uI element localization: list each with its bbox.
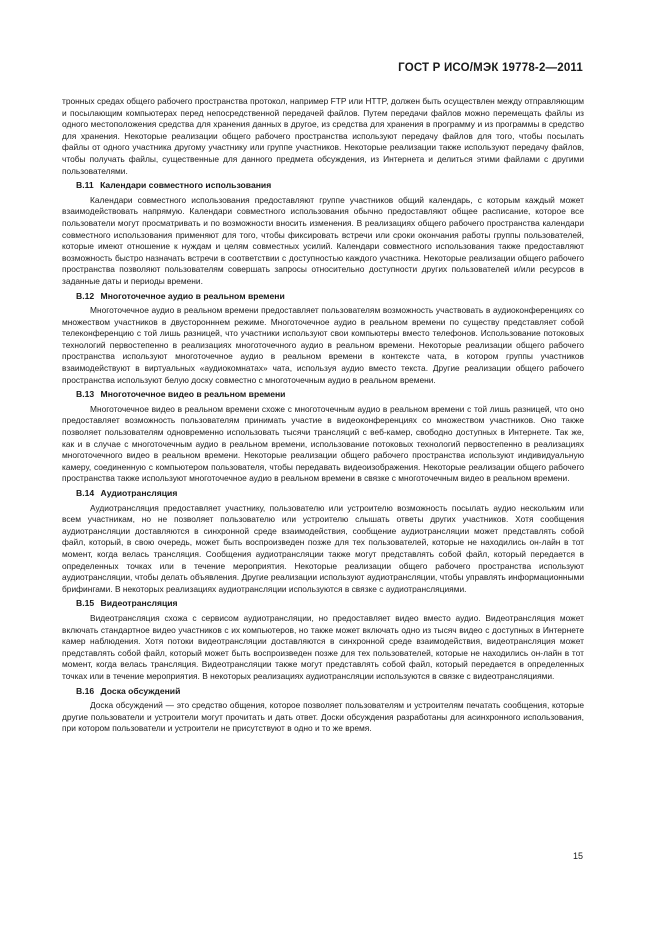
section-number: В.12 bbox=[76, 290, 95, 301]
section-paragraph: Видеотрансляция схожа с сервисом аудиотрансляции, но предоставляет видео вместо аудио. Видеотрансляция может включать стандартное видео участников с их компьютеров, но также может включать одно из тысяч видео с доступных в Интернете камер наблюдения. Хотя потоки видеотрансляции доставляются в синхронной среде взаимодействия, видеотрансляция может представлять собой файл, который может быть воспроизведен позже для тех пользователей, которые не находились он-лайн в тот момент, когда велась трансляция. Видеотрансляции также могут представлять собой файл, который передается в определенных точках или в течение мероприятия. В некоторых реализациях аудиотрансляции используются в связке с видеотрансляциями. bbox=[62, 612, 584, 681]
section-title: Видеотрансляция bbox=[100, 598, 178, 609]
section-number: В.13 bbox=[76, 389, 95, 400]
document-body bbox=[62, 96, 584, 735]
section-paragraph: Аудиотрансляция предоставляет участнику, пользователю или устроителю возможность посылать аудио нескольким или всем участникам, но не позволяет пользователю или устроителю слышать ответы других участников. Хотя сообщения аудиотрансляции доставляются в синхронной среде взаимодействия, сообщение аудиотрансляции может представлять собой файл, который, в свою очередь, может быть воспроизведен позже для тех пользователей, которые не находились он-лайн в тот момент, когда велась трансляция. Сообщения аудиотрансляции также могут представлять собой файл, который передается в определенных точках или в течение мероприятия. Некоторые реализации общего рабочего пространства используют аудиотрансляции, чтобы делать объявления. Другие реализации используют аудиотрансляции, чтобы управлять информационными брифингами. В некоторых реализациях аудиотрансляции используются в связке с аудиотрансляциями. bbox=[62, 502, 584, 594]
section-number: В.11 bbox=[76, 180, 94, 191]
document-header: ГОСТ Р ИСО/МЭК 19778-2—2011 bbox=[398, 62, 583, 74]
section-heading bbox=[62, 488, 584, 500]
page-number: 15 bbox=[572, 851, 583, 861]
section-number: В.15 bbox=[76, 598, 95, 609]
section-heading bbox=[62, 389, 584, 401]
section-number: В.14 bbox=[76, 488, 95, 498]
section-title: Аудиотрансляция bbox=[100, 488, 178, 498]
section-number: В.16 bbox=[76, 685, 95, 696]
section-heading bbox=[62, 291, 584, 303]
section-paragraph: Календари совместного использования предоставляют группе участников общий календарь, с которым каждый может взаимодействовать напрямую. Календари совместного использования обычно предоставляют общее расписание, которое все пользователи могут просматривать и по возможности вносить изменения. В реализациях общего рабочего пространства календари совместного использования применяют для того, чтобы фиксировать встречи или сроки окончания работы группы пользователей, которые имеют отношение к нуждам и целям совместных усилий. Календари совместного использования также предоставляют возможность быстро назначать встречи в соответствии с доступностью каждого участника. Некоторые реализации общего рабочего пространства позволяют пользователям совершать запросы относительно доступности других пользователей и/или ресурсов в заданные даты и периоды времени. bbox=[62, 194, 584, 286]
section-paragraph: Многоточечное видео в реальном времени схоже с многоточечным аудио в реальном времени с той лишь разницей, что оно предоставляет возможность пользователям принимать участие в видеоконференциях со множеством участников. Оно также позволяет пользователям одновременно использовать тысячи трансляций с веб-камер, свободно доступных в Интернете. Так же, как и в случае с многоточечным аудио в реальном времени, использование потоковых технологий первостепенно в реализациях многоточечного видео в реальном времени. Некоторые реализации общего рабочего пространства используют индивидуальную камеру, соединенную с компьютером пользователя, чтобы передавать видеоизображения. Некоторые реализации общего рабочего пространства также используют многоточечное аудио в реальном времени в связке с многоточечным видео в реальном времени. bbox=[62, 403, 584, 484]
section-heading bbox=[62, 686, 584, 698]
section-heading bbox=[62, 180, 584, 192]
section-paragraph: Многоточечное аудио в реальном времени предоставляет пользователям возможность участвовать в аудиоконференциях со множеством участников в двусторонннем режиме. Многоточечное аудио в реальном времени по существу представляет собой телеконференцию с той лишь разницей, что участники используют свои компьютеры вместо телефонов. Использование потоковых технологий первостепенно в реализациях многоточечного аудио в реальном времени. Некоторые реализации общего рабочего пространства используют многоточечное аудио в реальном времени в контексте чата, в котором группы участников взаимодействуют в виртуальных «аудиокомнатах» чата, используя аудио вместо текста. Другие реализации общего рабочего пространства используют белую доску совместно с многоточечным аудио в реальном времени. bbox=[62, 305, 584, 385]
section-title: Календари совместного использования bbox=[100, 180, 272, 191]
section-title: Многоточечное аудио в реальном времени bbox=[100, 290, 285, 301]
section-paragraph: Доска обсуждений — это средство общения, которое позволяет пользователям и устроителям печатать сообщения, которые другие пользователи и устроители могут прочитать и дать ответ. Доски обсуждения разработаны для асинхронного использования, при котором пользователи и устроители не присутствуют в одно и то же время. bbox=[62, 700, 584, 734]
section-title: Многоточечное видео в реальном времени bbox=[100, 389, 286, 400]
section-title: Доска обсуждений bbox=[100, 685, 181, 696]
section-heading bbox=[62, 598, 584, 610]
intro-paragraph: тронных средах общего рабочего пространства протокол, например FTP или HTTP, должен быть осуществлен между отправляющим и посылающим компьютерах перед непосредственной передачей файлов. Путем передачи файлов можно перемещать файлы из одного местоположения средства для хранения данных в другое, из средства для хранения в программу и из программы в средство для хранения. Некоторые реализации общего рабочего пространства используют передачу файлов для того, чтобы посылать файлы от одного участника другому участнику или группе участников. Некоторые реализации также используют передачу файлов, чтобы получать файлы, существенные для данного предмета обсуждения, из Интернета и делиться этими файлами с другими пользователями. bbox=[62, 96, 584, 176]
